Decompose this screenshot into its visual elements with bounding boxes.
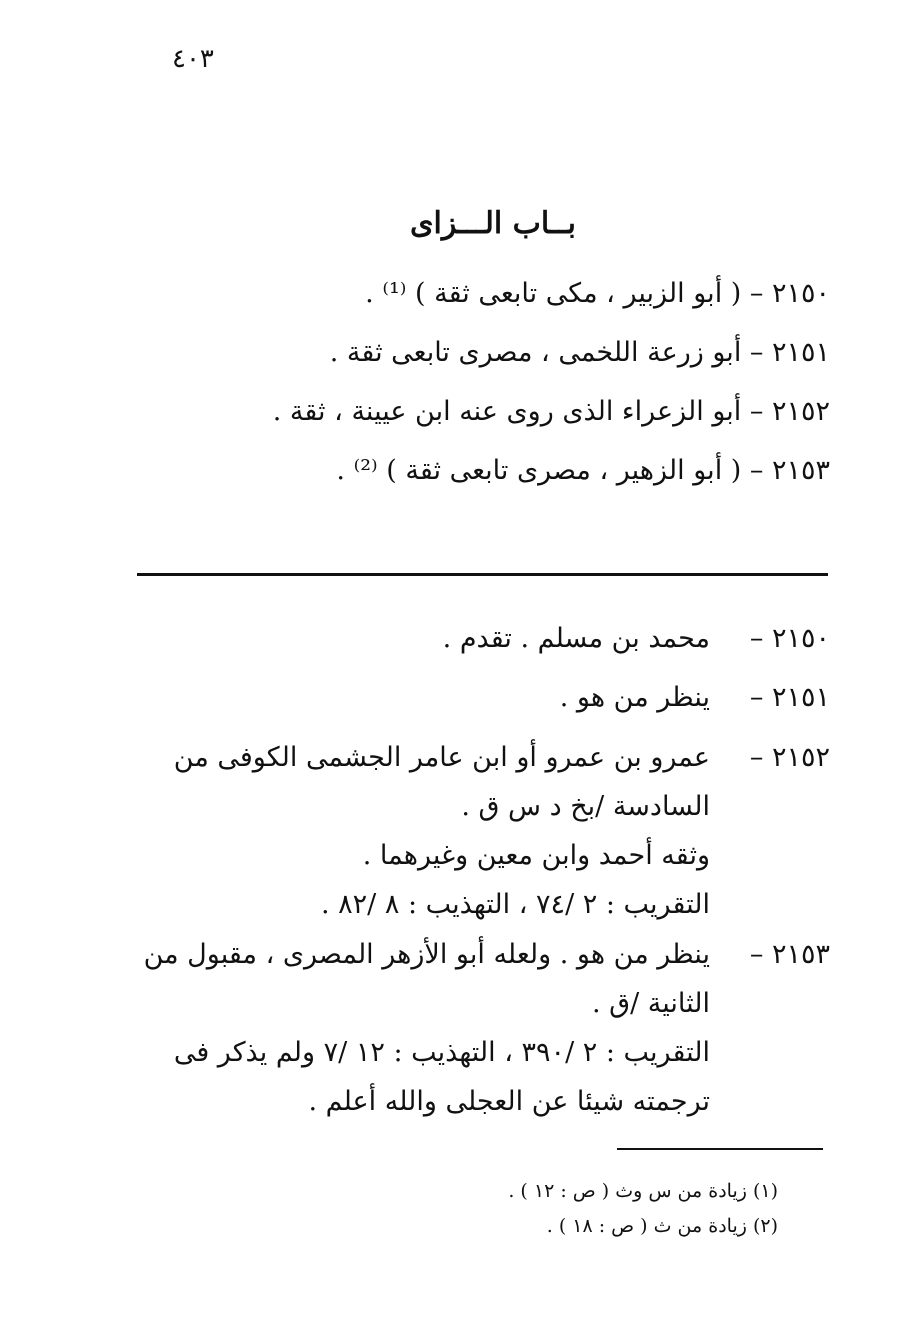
note-line: الثانية /ق .: [591, 988, 710, 1019]
note-number: ٢١٥٠ –: [749, 623, 830, 654]
section-divider: [137, 573, 828, 576]
note-line: وثقه أحمد وابن معين وغيرهما .: [362, 840, 710, 871]
note-2152: [132, 733, 830, 929]
note-number: ٢١٥٣ –: [749, 939, 830, 970]
footnote-2: (٢) زيادة من ث ( ص : ١٨ ) .: [546, 1215, 778, 1237]
chapter-heading: بــاب الـــزاى: [410, 206, 576, 241]
entry-2152: ٢١٥٢ – أبو الزعراء الذى روى عنه ابن عيينة ، ثقة .: [272, 396, 830, 427]
entry-2150: ٢١٥٠ – ( أبو الزبير ، مكى تابعى ثقة ) ⁽¹⁾ .: [365, 278, 830, 309]
note-line: ترجمته شيئا عن العجلى والله أعلم .: [308, 1086, 710, 1117]
entry-2153: ٢١٥٣ – ( أبو الزهير ، مصرى تابعى ثقة ) ⁽²⁾ .: [336, 455, 830, 486]
note-number: ٢١٥٢ –: [749, 742, 830, 773]
note-line: التقريب : ٢ /٧٤ ، التهذيب : ٨ /٨٢ .: [320, 889, 710, 920]
note-text: عمرو بن عمرو أو ابن عامر الجشمى الكوفى من: [173, 742, 710, 773]
note-number: ٢١٥١ –: [749, 682, 830, 713]
entry-2151: ٢١٥١ – أبو زرعة اللخمى ، مصرى تابعى ثقة .: [329, 337, 830, 368]
note-2150: [132, 614, 830, 663]
note-line: التقريب : ٢ /٣٩٠ ، التهذيب : ١٢ /٧ ولم يذكر فى: [173, 1037, 710, 1068]
note-text: محمد بن مسلم . تقدم .: [442, 623, 710, 654]
note-2151: [132, 673, 830, 722]
footnote-1: (١) زيادة من س وث ( ص : ١٢ ) .: [508, 1180, 778, 1202]
footnote-divider: [617, 1148, 823, 1150]
note-text: ينظر من هو .: [559, 682, 710, 713]
note-line: السادسة /بخ د س ق .: [461, 791, 710, 822]
note-text: ينظر من هو . ولعله أبو الأزهر المصرى ، مقبول من: [143, 939, 710, 970]
note-2153: [132, 930, 830, 1126]
page-number: ٤٠٣: [172, 44, 214, 74]
